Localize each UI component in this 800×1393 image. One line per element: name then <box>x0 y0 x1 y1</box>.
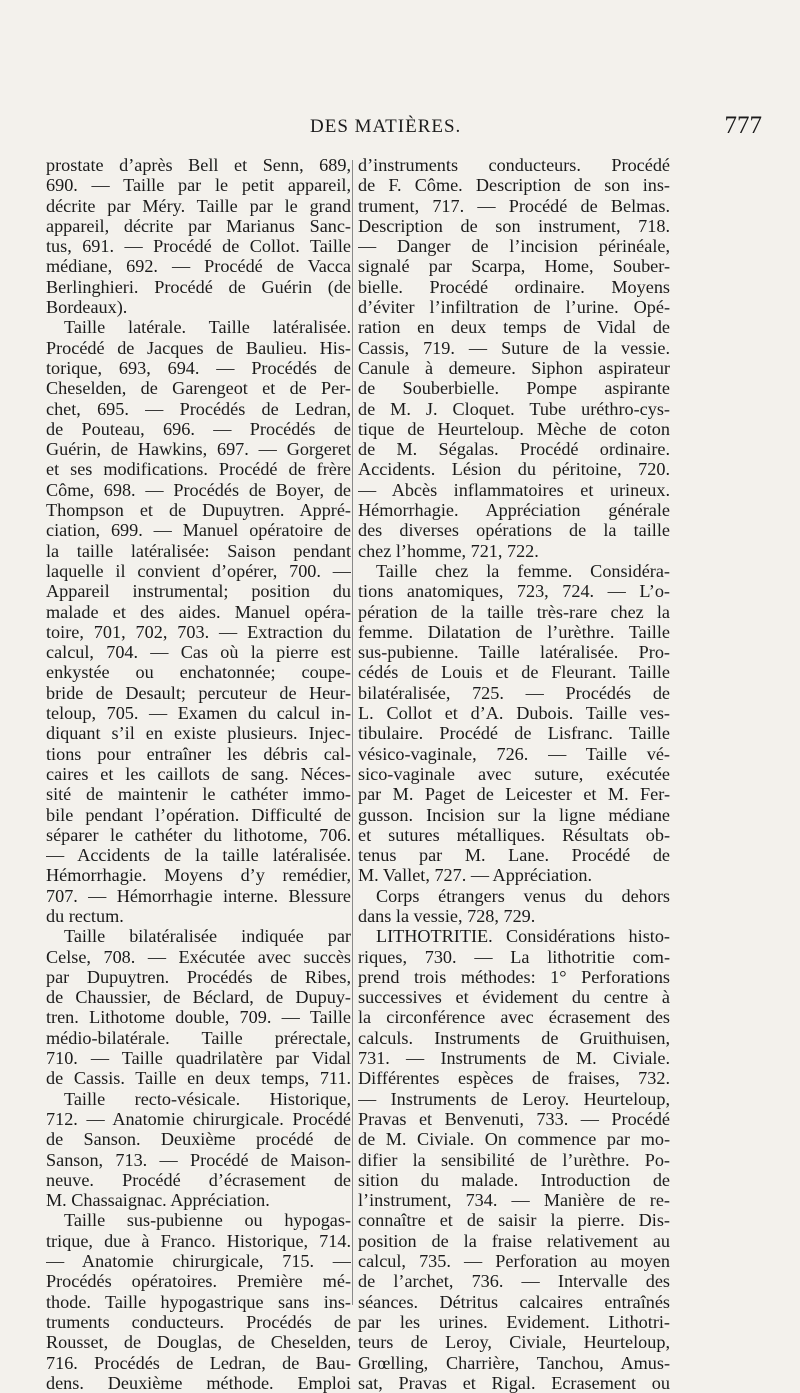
text-line: LITHOTRITIE. Considérations histo- <box>376 926 670 947</box>
text-line: médio-bilatérale. Taille prérectale, <box>46 1027 351 1048</box>
text-line: — Abcès inflammatoires et urineux. <box>358 479 670 500</box>
text-line: — Accidents de la taille latéralisée. <box>46 845 351 866</box>
text-line: sat, Pravas et Rigal. Ecrasement ou <box>358 1372 670 1393</box>
text-line: 731. — Instruments de M. Civiale. <box>358 1048 670 1069</box>
text-line: calculs. Instruments de Gruithuisen, <box>358 1027 670 1048</box>
text-line: L. Collot et d’A. Dubois. Taille ves- <box>358 703 670 724</box>
text-line: teloup, 705. — Examen du calcul in- <box>46 703 351 724</box>
text-line: Procédés opératoires. Première mé- <box>46 1271 351 1292</box>
text-line: de Cassis. Taille en deux temps, 711. <box>46 1068 351 1089</box>
text-line: tus, 691. — Procédé de Collot. Taille <box>46 236 351 257</box>
text-line: trique, due à Franco. Historique, 714. <box>46 1230 351 1251</box>
text-line: Taille recto-vésicale. Historique, <box>64 1088 351 1109</box>
text-line: pération de la taille très-rare chez la <box>358 601 670 622</box>
text-line: l’instrument, 734. — Manière de re- <box>358 1190 670 1211</box>
text-line: — Danger de l’incision périnéale, <box>358 236 670 257</box>
text-line: neuve. Procédé d’écrasement de <box>46 1169 351 1190</box>
text-line: Guérin, de Hawkins, 697. — Gorgeret <box>46 439 351 460</box>
text-line: calcul, 704. — Cas où la pierre est <box>46 642 351 663</box>
text-line: torique, 693, 694. — Procédés de <box>46 357 351 378</box>
text-line: successives et évidement du centre à <box>358 987 670 1008</box>
text-line: des diverses opérations de la taille <box>358 520 670 541</box>
right-column <box>358 155 670 1393</box>
text-line: Différentes espèces de fraises, 732. <box>358 1068 670 1089</box>
text-line: et sutures métalliques. Résultats ob- <box>358 824 670 845</box>
text-line: enkystée ou enchatonnée; coupe- <box>46 662 351 683</box>
text-line: sico-vaginale avec suture, exécutée <box>358 763 670 784</box>
text-line: cédés de Louis et de Fleurant. Taille <box>358 662 670 683</box>
text-line: et ses modifications. Procédé de frère <box>46 459 351 480</box>
text-line: — Instruments de Leroy. Heurteloup, <box>358 1088 670 1109</box>
text-line: sition du malade. Introduction de <box>358 1169 670 1190</box>
text-line: Taille chez la femme. Considéra- <box>376 560 670 581</box>
text-line: M. Chassaignac. Appréciation. <box>46 1190 270 1211</box>
text-line: trument, 717. — Procédé de Belmas. <box>358 195 670 216</box>
text-line: Description de son instrument, 718. <box>358 215 670 236</box>
text-line: M. Vallet, 727. — Appréciation. <box>358 865 593 886</box>
text-line: diquant s’il en existe plusieurs. Injec- <box>46 723 351 744</box>
text-line: Procédé de Jacques de Baulieu. His- <box>46 337 351 358</box>
text-line: Berlinghieri. Procédé de Guérin (de <box>46 276 351 297</box>
text-line: de Sanson. Deuxième procédé de <box>46 1129 351 1150</box>
text-line: du rectum. <box>46 905 124 926</box>
text-line: séances. Détritus calcaires entraînés <box>358 1291 670 1312</box>
running-head-title: DES MATIÈRES. <box>310 116 462 137</box>
text-line: tenus par M. Lane. Procédé de <box>358 845 670 866</box>
left-column <box>46 155 351 1393</box>
text-line: dens. Deuxième méthode. Emploi <box>46 1372 351 1393</box>
text-line: Bordeaux). <box>46 297 128 318</box>
text-line: de M. Ségalas. Procédé ordinaire. <box>358 439 670 460</box>
text-line: Appareil instrumental; position du <box>46 581 351 602</box>
text-line: ciation, 699. — Manuel opératoire de <box>46 520 351 541</box>
text-line: gusson. Incision sur la ligne médiane <box>358 804 670 825</box>
text-line: tions anatomiques, 723, 724. — L’o- <box>358 581 670 602</box>
text-line: chet, 695. — Procédés de Ledran, <box>46 398 351 419</box>
text-line: d’éviter l’infiltration de l’urine. Opé- <box>358 297 670 318</box>
text-line: Hémorrhagie. Appréciation générale <box>358 500 670 521</box>
text-line: d’instruments conducteurs. Procédé <box>358 155 670 175</box>
text-line: Taille bilatéralisée indiquée par <box>64 926 351 947</box>
text-line: tren. Lithotome double, 709. — Taille <box>46 1007 351 1028</box>
text-line: 716. Procédés de Ledran, de Bau- <box>46 1352 351 1373</box>
text-line: signalé par Scarpa, Home, Souber- <box>358 256 670 277</box>
text-line: Canule à demeure. Siphon aspirateur <box>358 357 670 378</box>
text-line: toire, 701, 702, 703. — Extraction du <box>46 621 351 642</box>
text-line: Taille latérale. Taille latéralisée. <box>64 317 351 338</box>
text-line: de M. J. Cloquet. Tube uréthro-cys- <box>358 398 670 419</box>
text-line: position de la fraise relativement au <box>358 1230 670 1251</box>
text-line: Sanson, 713. — Procédé de Maison- <box>46 1149 351 1170</box>
text-line: par les urines. Evidement. Lithotri- <box>358 1311 670 1332</box>
text-line: chez l’homme, 721, 722. <box>358 540 539 561</box>
text-line: — Anatomie chirurgicale, 715. — <box>46 1251 351 1272</box>
text-line: de l’archet, 736. — Intervalle des <box>358 1271 670 1292</box>
text-line: par Dupuytren. Procédés de Ribes, <box>46 966 351 987</box>
text-line: truments conducteurs. Procédés de <box>46 1311 351 1332</box>
column-divider <box>352 160 353 1305</box>
text-line: appareil, décrite par Marianus Sanc- <box>46 215 351 236</box>
text-line: par M. Paget de Leicester et M. Fer- <box>358 784 670 805</box>
text-line: Hémorrhagie. Moyens d’y remédier, <box>46 865 351 886</box>
text-line: 710. — Taille quadrilatère par Vidal <box>46 1048 351 1069</box>
text-line: prend trois méthodes: 1° Perforations <box>358 966 670 987</box>
text-line: caires et les caillots de sang. Néces- <box>46 763 351 784</box>
text-line: sité de maintenir le cathéter immo- <box>46 784 351 805</box>
text-line: sus-pubienne. Taille latéralisée. Pro- <box>358 642 670 663</box>
text-line: de F. Côme. Description de son ins- <box>358 175 670 196</box>
text-line: médiane, 692. — Procédé de Vacca <box>46 256 351 277</box>
text-line: Thompson et de Dupuytren. Appré- <box>46 500 351 521</box>
text-line: 707. — Hémorrhagie interne. Blessure <box>46 885 351 906</box>
text-line: malade et des aides. Manuel opéra- <box>46 601 351 622</box>
running-head <box>40 112 770 148</box>
text-line: bile pendant l’opération. Difficulté de <box>46 804 351 825</box>
text-line: vésico-vaginale, 726. — Taille vé- <box>358 743 670 764</box>
text-line: bilatéralisée, 725. — Procédés de <box>358 682 670 703</box>
text-line: dans la vessie, 728, 729. <box>358 905 536 926</box>
text-line: Rousset, de Douglas, de Cheselden, <box>46 1332 351 1353</box>
text-line: la circonférence avec écrasement des <box>358 1007 670 1028</box>
text-line: de Souberbielle. Pompe aspirante <box>358 378 670 399</box>
page-number: 777 <box>724 112 762 139</box>
text-line: laquelle il convient d’opérer, 700. — <box>46 560 351 581</box>
text-line: Pravas et Benvenuti, 733. — Procédé <box>358 1108 670 1129</box>
text-line: bielle. Procédé ordinaire. Moyens <box>358 276 670 297</box>
text-line: riques, 730. — La lithotritie com- <box>358 946 670 967</box>
text-line: de M. Civiale. On commence par mo- <box>358 1129 670 1150</box>
text-line: Cassis, 719. — Suture de la vessie. <box>358 337 670 358</box>
text-line: de Pouteau, 696. — Procédés de <box>46 418 351 439</box>
text-line: thode. Taille hypogastrique sans ins- <box>46 1291 351 1312</box>
text-line: prostate d’après Bell et Senn, 689, <box>46 155 351 175</box>
text-line: tibulaire. Procédé de Lisfranc. Taille <box>358 723 670 744</box>
text-line: ration en deux temps de Vidal de <box>358 317 670 338</box>
text-line: bride de Desault; percuteur de Heur- <box>46 682 351 703</box>
text-line: séparer le cathéter du lithotome, 706. <box>46 824 351 845</box>
text-line: de Chaussier, de Béclard, de Dupuy- <box>46 987 351 1008</box>
text-line: connaître et de saisir la pierre. Dis- <box>358 1210 670 1231</box>
text-line: 712. — Anatomie chirurgicale. Procédé <box>46 1108 351 1129</box>
text-line: calcul, 735. — Perforation au moyen <box>358 1251 670 1272</box>
text-line: la taille latéralisée: Saison pendant <box>46 540 351 561</box>
text-line: 690. — Taille par le petit appareil, <box>46 175 351 196</box>
text-line: Grœlling, Charrière, Tanchou, Amus- <box>358 1352 670 1373</box>
text-line: tique de Heurteloup. Mèche de coton <box>358 418 670 439</box>
text-line: Taille sus-pubienne ou hypogas- <box>64 1210 351 1231</box>
text-line: femme. Dilatation de l’urèthre. Taille <box>358 621 670 642</box>
text-line: difier la sensibilité de l’urèthre. Po- <box>358 1149 670 1170</box>
text-line: Cheselden, de Garengeot et de Per- <box>46 378 351 399</box>
text-line: Accidents. Lésion du péritoine, 720. <box>358 459 670 480</box>
text-line: décrite par Méry. Taille par le grand <box>46 195 351 216</box>
text-line: tions pour entraîner les débris cal- <box>46 743 351 764</box>
text-line: teurs de Leroy, Civiale, Heurteloup, <box>358 1332 670 1353</box>
text-line: Côme, 698. — Procédés de Boyer, de <box>46 479 351 500</box>
text-line: Celse, 708. — Exécutée avec succès <box>46 946 351 967</box>
text-line: Corps étrangers venus du dehors <box>376 885 670 906</box>
